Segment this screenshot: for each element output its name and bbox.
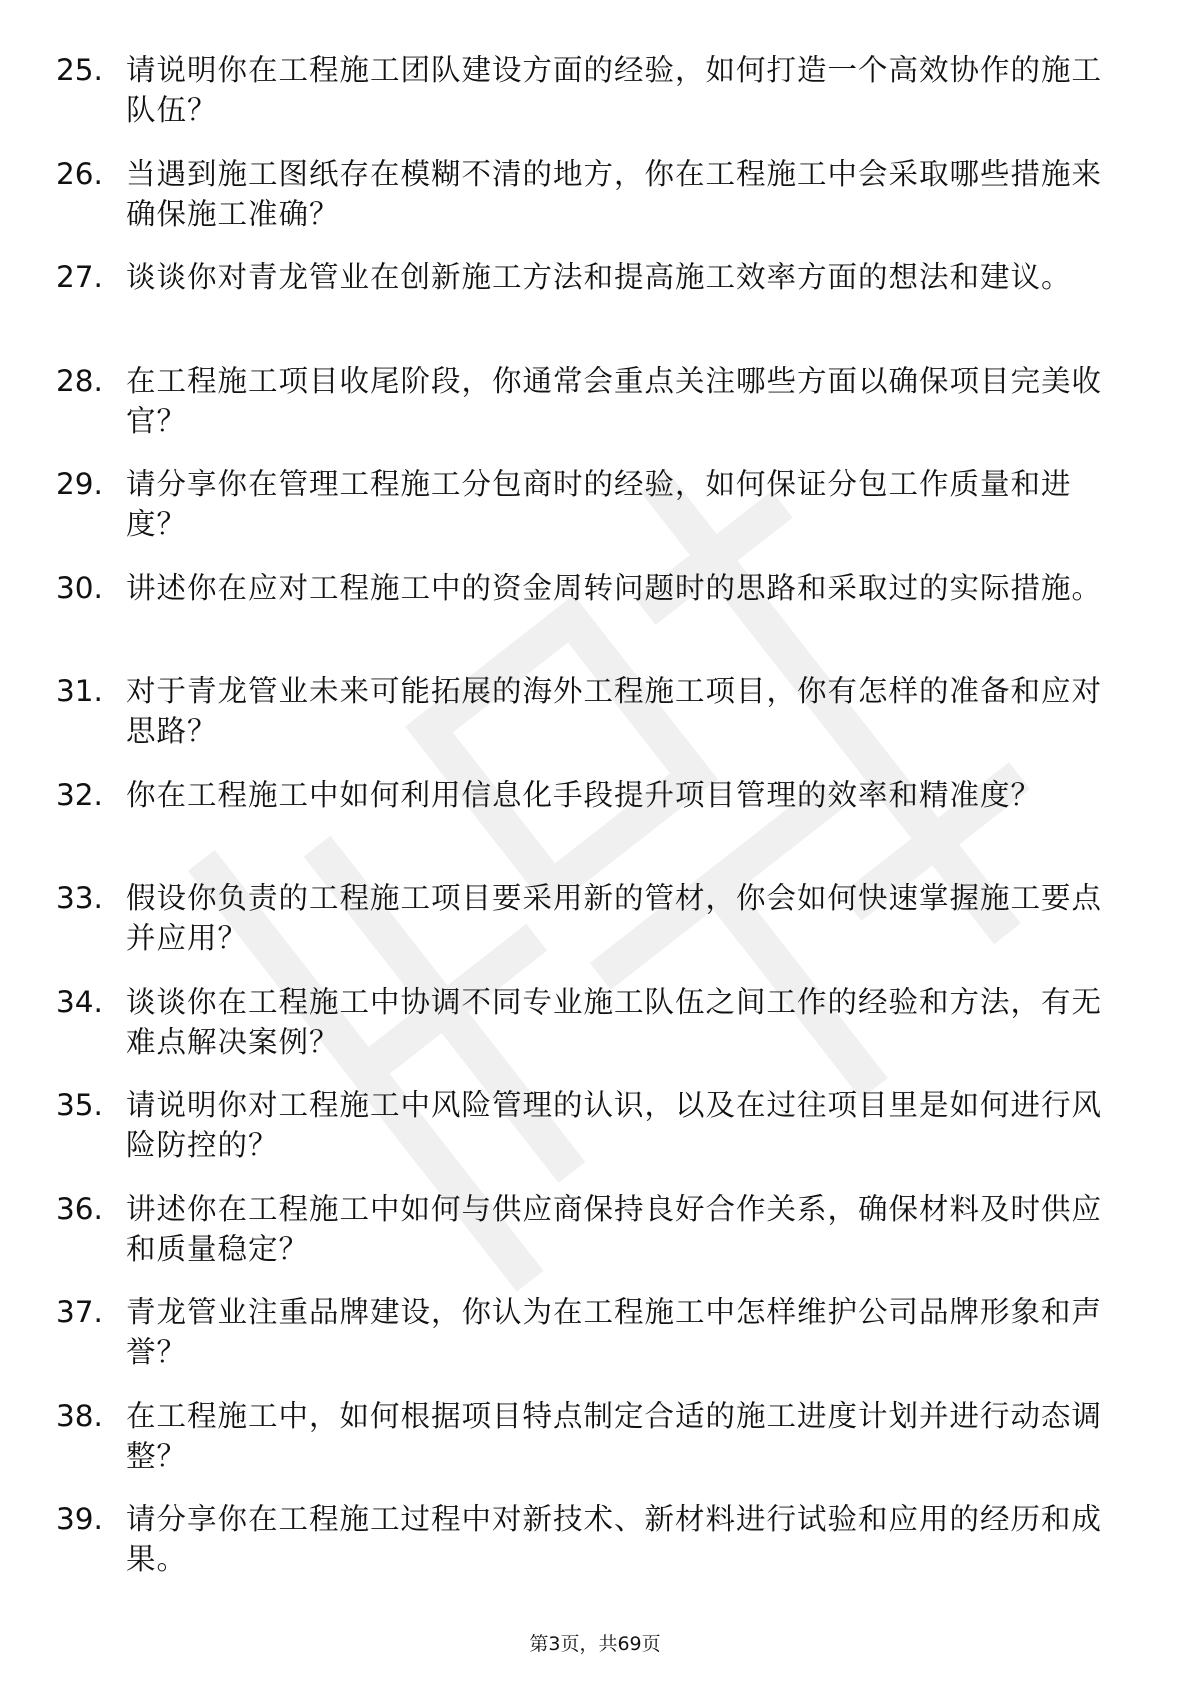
page-footer: 第3页，共69页 — [529, 1633, 661, 1655]
question-item — [56, 878, 1126, 982]
question-text: 请分享你在工程施工过程中对新技术、新材料进行试验和应用的经历和成果。 — [126, 1502, 1103, 1576]
question-text: 对于青龙管业未来可能拓展的海外工程施工项目，你有怎样的准备和应对思路？ — [126, 674, 1103, 748]
question-number: 33. — [56, 881, 103, 915]
question-text: 假设你负责的工程施工项目要采用新的管材，你会如何快速掌握施工要点并应用？ — [126, 881, 1103, 955]
question-number: 38. — [56, 1398, 103, 1433]
question-item — [56, 1189, 1126, 1293]
question-number: 35. — [56, 1088, 103, 1122]
question-item — [56, 671, 1126, 775]
question-item — [56, 568, 1126, 672]
question-text: 请分享你在管理工程施工分包商时的经验，如何保证分包工作质量和进度？ — [126, 467, 1072, 541]
question-number: 32. — [56, 777, 103, 812]
question-item — [56, 1396, 1126, 1500]
question-number: 39. — [56, 1502, 103, 1536]
question-item — [56, 1292, 1126, 1396]
question-number: 27. — [56, 260, 103, 294]
question-number: 36. — [56, 1191, 103, 1226]
question-item — [56, 1499, 1126, 1603]
question-item — [56, 50, 1126, 154]
question-item — [56, 464, 1126, 568]
question-text: 谈谈你对青龙管业在创新施工方法和提高施工效率方面的想法和建议。 — [126, 260, 1072, 294]
question-text: 讲述你在工程施工中如何与供应商保持良好合作关系，确保材料及时供应和质量稳定？ — [126, 1191, 1103, 1266]
question-text: 请说明你对工程施工中风险管理的认识，以及在过往项目里是如何进行风险防控的？ — [126, 1088, 1103, 1162]
question-number: 34. — [56, 984, 103, 1019]
question-item — [56, 982, 1126, 1086]
question-list — [56, 50, 1126, 1603]
question-number: 25. — [56, 53, 103, 87]
question-item — [56, 361, 1126, 465]
question-item — [56, 1085, 1126, 1189]
question-item — [56, 775, 1126, 879]
question-text: 在工程施工中，如何根据项目特点制定合适的施工进度计划并进行动态调整？ — [126, 1398, 1103, 1473]
question-number: 28. — [56, 363, 103, 398]
question-text: 青龙管业注重品牌建设，你认为在工程施工中怎样维护公司品牌形象和声誉？ — [126, 1295, 1103, 1369]
question-number: 26. — [56, 156, 103, 191]
question-number: 31. — [56, 674, 103, 708]
question-number: 37. — [56, 1295, 103, 1329]
question-text: 你在工程施工中如何利用信息化手段提升项目管理的效率和精准度？ — [126, 777, 1042, 812]
question-item — [56, 257, 1126, 361]
question-item — [56, 154, 1126, 258]
question-text: 当遇到施工图纸存在模糊不清的地方，你在工程施工中会采取哪些措施来确保施工准确？ — [126, 156, 1103, 231]
question-text: 谈谈你在工程施工中协调不同专业施工队伍之间工作的经验和方法，有无难点解决案例？ — [126, 984, 1103, 1059]
question-text: 讲述你在应对工程施工中的资金周转问题时的思路和采取过的实际措施。 — [126, 570, 1103, 605]
question-text: 在工程施工项目收尾阶段，你通常会重点关注哪些方面以确保项目完美收官？ — [126, 363, 1103, 438]
question-number: 29. — [56, 467, 103, 501]
question-text: 请说明你在工程施工团队建设方面的经验，如何打造一个高效协作的施工队伍？ — [126, 53, 1103, 127]
question-number: 30. — [56, 570, 103, 605]
